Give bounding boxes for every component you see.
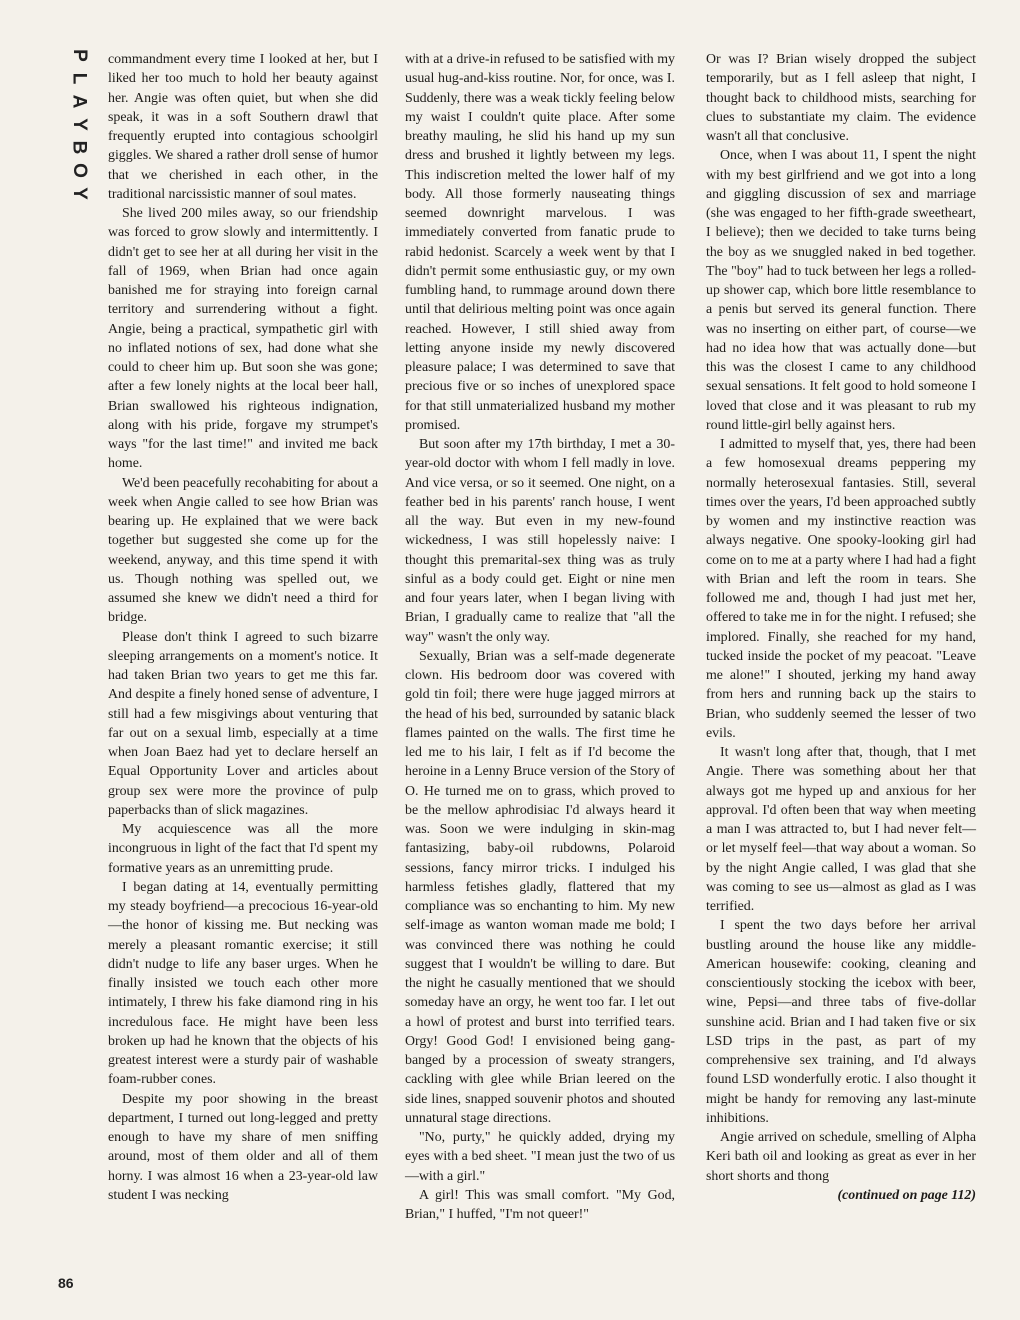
paragraph: I began dating at 14, eventually permitting my steady boyfriend—a precocious 16-year-old—the honor of kissing me. But necking was merely a pleasant romantic exercise; it still didn't nudge to life any baser urges. When he finally insisted we touch each other more intimately, I threw his fake diamond ring in his incredulous face. He might have been less broken up had he known that the objects of his greatest interest were a sturdy pair of washable foam-rubber cones.: [108, 879, 378, 1088]
paragraph: But soon after my 17th birthday, I met a 30-year-old doctor with whom I fell madly in love. And vice versa, or so it seemed. One night, on a feather bed in his parents' ranch house, I went all the way. But even in my new-found wickedness, I was still hopelessly naive: I thought this premarital-sex thing was as truly sinful as a body could get. Eight or nine men and four years later, when I began living with Brian, I gradually came to realize that "all the way" wasn't the only way.: [405, 437, 675, 645]
masthead-letter: Y: [68, 187, 90, 200]
column-1: [108, 50, 378, 1300]
page-number: 86: [58, 1275, 74, 1291]
masthead-letter: L: [68, 72, 90, 85]
masthead-letter: A: [68, 94, 90, 109]
paragraph: I admitted to myself that, yes, there had been a few homosexual dreams peppering my normally heterosexual fantasies. Still, several times over the years, I'd been approached subtly by women and my instinctive reaction was always negative. One spooky-looking girl had come on to me at a party where I had had a fight with Brian and left the room in tears. She followed me and, though I had just met her, offered to take me in for the night. I refused; she implored. Finally, she reached for my hand, tucked inside the pocket of my peacoat. "Leave me alone!" I shouted, jerking my hand away from hers and running back up the stairs to Brian, who suddenly seemed the lesser of two evils.: [706, 437, 976, 741]
paragraph: We'd been peacefully recohabiting for about a week when Angie called to see how Brian was bearing up. He explained that we were back together but suggested she come up for the weekend, anyway, and this time spend it with us. Though nothing was spelled out, we assumed she knew we didn't need a third for bridge.: [108, 475, 378, 626]
paragraph: Sexually, Brian was a self-made degenerate clown. His bedroom door was covered with gold tin foil; there were huge jagged mirrors at the head of his bed, surrounded by satanic black flames painted on the walls. The first time he led me to his lair, I felt as if I'd become the heroine in a Lenny Bruce version of the Story of O. He turned me on to grass, which proved to be the mellow aphrodisiac I'd always heard it was. Soon we were indulging in skin-mag fantasizing, baby-oil rubdowns, Polaroid sessions, fancy mirror tricks. I indulged his harmless fetishes gladly, flattered that my compliance was so enchanting to him. My new self-image as wanton woman made me bold; I was convinced there was nothing he could suggest that I wouldn't be willing to dare. But the night he casually mentioned that we should someday have an orgy, he went too far. I let out a howl of protest and burst into terrified tears. Orgy! Good God! I envisioned being gang-banged by a procession of sweaty strangers, cackling with glee while Brian leered on the side lines, snapped souvenir photos and shouted unnatural stage directions.: [405, 648, 675, 1126]
paragraph: commandment every time I looked at her, but I liked her too much to hold her beauty against her. Angie was often quiet, but when she did speak, it was in a soft Southern drawl that frequently erupted into contagious schoolgirl giggles. We shared a rather droll sense of humor that we cherished in each other, in the traditional narcissistic manner of soul mates.: [108, 52, 378, 202]
masthead-letter: B: [68, 140, 90, 155]
masthead-letter: Y: [68, 118, 90, 131]
paragraph: Angie arrived on schedule, smelling of Alpha Keri bath oil and looking as great as ever in her short shorts and thong: [706, 1130, 976, 1184]
paragraph: Or was I? Brian wisely dropped the subject temporarily, but as I fell asleep that night, I thought back to childhood mists, searching for clues to substantiate my claim. The evidence wasn't all that conclusive.: [706, 52, 976, 144]
paragraph: It wasn't long after that, though, that I met Angie. There was something about her that always got me hyped up and anxious for her approval. I'd often been that way when meeting a man I was attracted to, but I had never felt—or let myself feel—that way about a woman. So by the night Angie called, I was glad that she was coming to see us—almost as glad as I was terrified.: [706, 745, 976, 914]
paragraph: Please don't think I agreed to such bizarre sleeping arrangements on a moment's notice. It had taken Brian two years to get me this far. And despite a finely honed sense of adventure, I still had a few misgivings about venturing that far out on a sexual limb, especially at a time when Joan Baez had yet to declare herself an Equal Opportunity Lover and articles about group sex were more the province of pulp paperbacks than of slick magazines.: [108, 629, 378, 818]
paragraph: She lived 200 miles away, so our friendship was forced to grow slowly and intermittently. I didn't get to see her at all during her visit in the fall of 1969, when Brian had once again banished me for straying into foreign carnal territory and surrendering without a fight. Angie, being a practical, sympathetic girl with no inflated notions of sex, had done what she could to cheer him up. But soon she was gone; after a few lonely nights at the local beer hall, Brian swallowed his righteous indignation, along with his pride, forgave my strumpet's ways "for the last time!" and invited me back home.: [108, 206, 378, 472]
paragraph: "No, purty," he quickly added, drying my eyes with a bed sheet. "I mean just the two of us—with a girl.": [405, 1130, 675, 1184]
paragraph: My acquiescence was all the more incongruous in light of the fact that I'd spent my formative years as an unremitting prude.: [108, 822, 378, 876]
column-3: [706, 50, 976, 1300]
paragraph: I spent the two days before her arrival bustling around the house like any middle-American housewife: cooking, cleaning and conscientiously stocking the icebox with beer, wine, Pepsi—and three tabs of five-dollar sunshine acid. Brian and I had taken five or six LSD trips in the past, as part of my comprehensive sex training, and I'd always found LSD wonderfully erotic. I also thought it might be handy for removing any last-minute inhibitions.: [706, 918, 976, 1126]
masthead-vertical: [62, 44, 92, 205]
paragraph: A girl! This was small comfort. "My God, Brian," I huffed, "I'm not queer!": [405, 1187, 675, 1222]
paragraph: with at a drive-in refused to be satisfied with my usual hug-and-kiss routine. Nor, for once, was I. Suddenly, there was a weak tickly feeling below my waist I couldn't quite place. After some breathy mauling, he slid his hand up my sun dress and brushed it lightly between my legs. This indiscretion melted the lower half of my body. All those formerly nauseating things seemed downright marvelous. I was immediately converted from fanatic prude to rabid hedonist. Scarcely a week went by that I didn't permit some enthusiastic guy, or my own fumbling hand, to rummage around down there until that delirious melting point was once again reached. However, I still shied away from letting anyone inside my newly discovered pleasure palace; I was determined to save that precious five or so inches of unexplored space for that still unmaterialized husband my mother promised.: [405, 52, 675, 433]
paragraph: Despite my poor showing in the breast department, I turned out long-legged and pretty enough to have my share of men sniffing around, most of them older and all of them horny. I was almost 16 when a 23-year-old law student I was necking: [108, 1091, 378, 1203]
masthead-letter: P: [68, 49, 90, 62]
continued-note: (continued on page 112): [837, 1187, 976, 1203]
column-2: [405, 50, 675, 1300]
masthead-letter: O: [68, 163, 90, 178]
paragraph: Once, when I was about 11, I spent the night with my best girlfriend and we got into a long and giggling discussion of sex and marriage (she was engaged to her fifth-grade sweetheart, I believe); then we decided to take turns being the boy as we snuggled naked in bed together. The "boy" had to tuck between her legs a rolled-up shower cap, which bore little resemblance to a penis but served its general function. There was no inserting on either part, of course—we had no idea how that was actually done—but this was the closest I came to any childhood sexual sensations. It felt good to hold someone I loved that close and it was pleasant to rub my round little-girl belly against hers.: [706, 148, 976, 433]
